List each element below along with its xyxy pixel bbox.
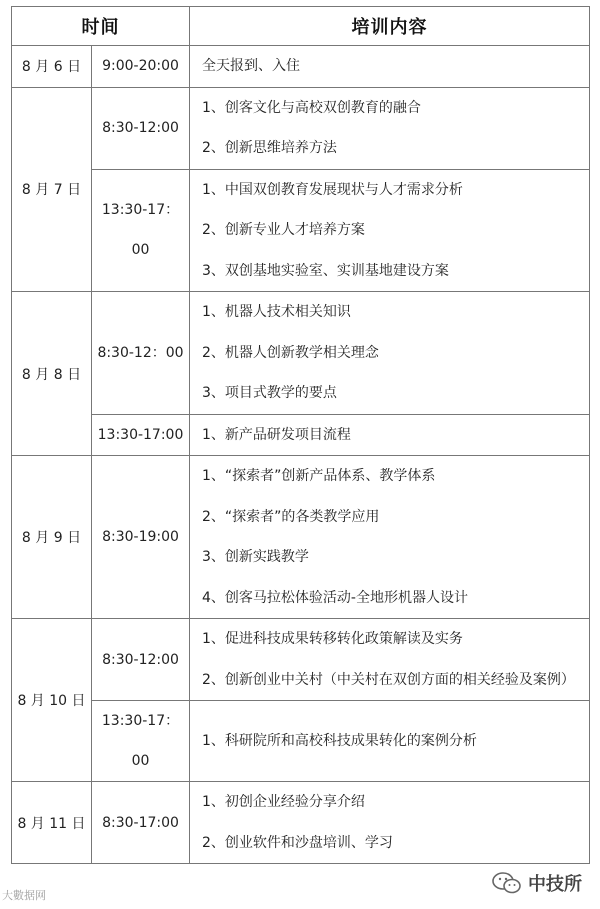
content-cell	[190, 782, 590, 864]
content-item: 4、创客马拉松体验活动-全地形机器人设计	[202, 589, 468, 606]
wechat-icon	[492, 872, 522, 894]
content-item: 1、机器人技术相关知识	[202, 304, 351, 320]
content-cell	[190, 46, 590, 88]
content-cell	[190, 292, 590, 415]
date-cell: 8 月 11 日	[12, 782, 92, 864]
content-cell	[190, 414, 590, 456]
content-cell	[190, 169, 590, 292]
content-item: 3、项目式教学的要点	[202, 385, 337, 401]
content-item: 2、创新创业中关村（中关村在双创方面的相关经验及案例）	[202, 671, 575, 688]
time-cell: 13:30-17:00	[92, 414, 190, 456]
date-cell: 8 月 8 日	[12, 292, 92, 456]
schedule-row	[12, 292, 590, 415]
content-cell	[190, 456, 590, 619]
schedule-row	[12, 456, 590, 619]
watermark-right-text: 中技所	[528, 874, 582, 895]
content-item: 2、创业软件和沙盘培训、学习	[202, 834, 393, 851]
schedule-row	[12, 414, 590, 456]
schedule-row	[12, 619, 590, 701]
time-cell: 9:00-20:00	[92, 46, 190, 88]
time-cell: 8:30-12：00	[92, 292, 190, 415]
content-item: 2、“探索者”的各类教学应用	[202, 508, 380, 525]
content-item: 3、创新实践教学	[202, 549, 309, 565]
schedule-row	[12, 87, 590, 169]
header-time: 时间	[12, 7, 190, 46]
content-item: 2、创新专业人才培养方案	[202, 222, 365, 238]
content-item: 3、双创基地实验室、实训基地建设方案	[202, 262, 449, 279]
watermark-right	[492, 870, 582, 896]
time-cell: 13:30-17： 00	[92, 701, 190, 782]
content-cell	[190, 619, 590, 701]
time-cell: 13:30-17： 00	[92, 169, 190, 292]
schedule-row	[12, 46, 590, 88]
content-item: 全天报到、入住	[202, 58, 300, 74]
training-schedule-table	[11, 6, 590, 864]
date-cell: 8 月 9 日	[12, 456, 92, 619]
content-item: 1、初创企业经验分享介绍	[202, 794, 365, 810]
time-cell: 8:30-12:00	[92, 619, 190, 701]
table-header-row	[12, 7, 590, 46]
content-item: 2、创新思维培养方法	[202, 140, 337, 156]
date-cell: 8 月 7 日	[12, 87, 92, 292]
content-item: 1、促进科技成果转移转化政策解读及实务	[202, 631, 463, 647]
content-item: 1、创客文化与高校双创教育的融合	[202, 99, 421, 116]
date-cell: 8 月 10 日	[12, 619, 92, 782]
content-item: 1、“探索者”创新产品体系、教学体系	[202, 468, 436, 484]
time-cell: 8:30-17:00	[92, 782, 190, 864]
watermark-left: 大數据网	[2, 889, 46, 902]
content-item: 1、科研院所和高校科技成果转化的案例分析	[202, 732, 477, 749]
schedule-row	[12, 782, 590, 864]
date-cell: 8 月 6 日	[12, 46, 92, 88]
schedule-row	[12, 701, 590, 782]
content-cell	[190, 87, 590, 169]
content-item: 2、机器人创新教学相关理念	[202, 344, 379, 361]
content-cell	[190, 701, 590, 782]
header-content: 培训内容	[190, 7, 590, 46]
content-item: 1、新产品研发项目流程	[202, 426, 351, 443]
time-cell: 8:30-12:00	[92, 87, 190, 169]
time-cell: 8:30-19:00	[92, 456, 190, 619]
schedule-row	[12, 169, 590, 292]
content-item: 1、中国双创教育发展现状与人才需求分析	[202, 181, 463, 198]
